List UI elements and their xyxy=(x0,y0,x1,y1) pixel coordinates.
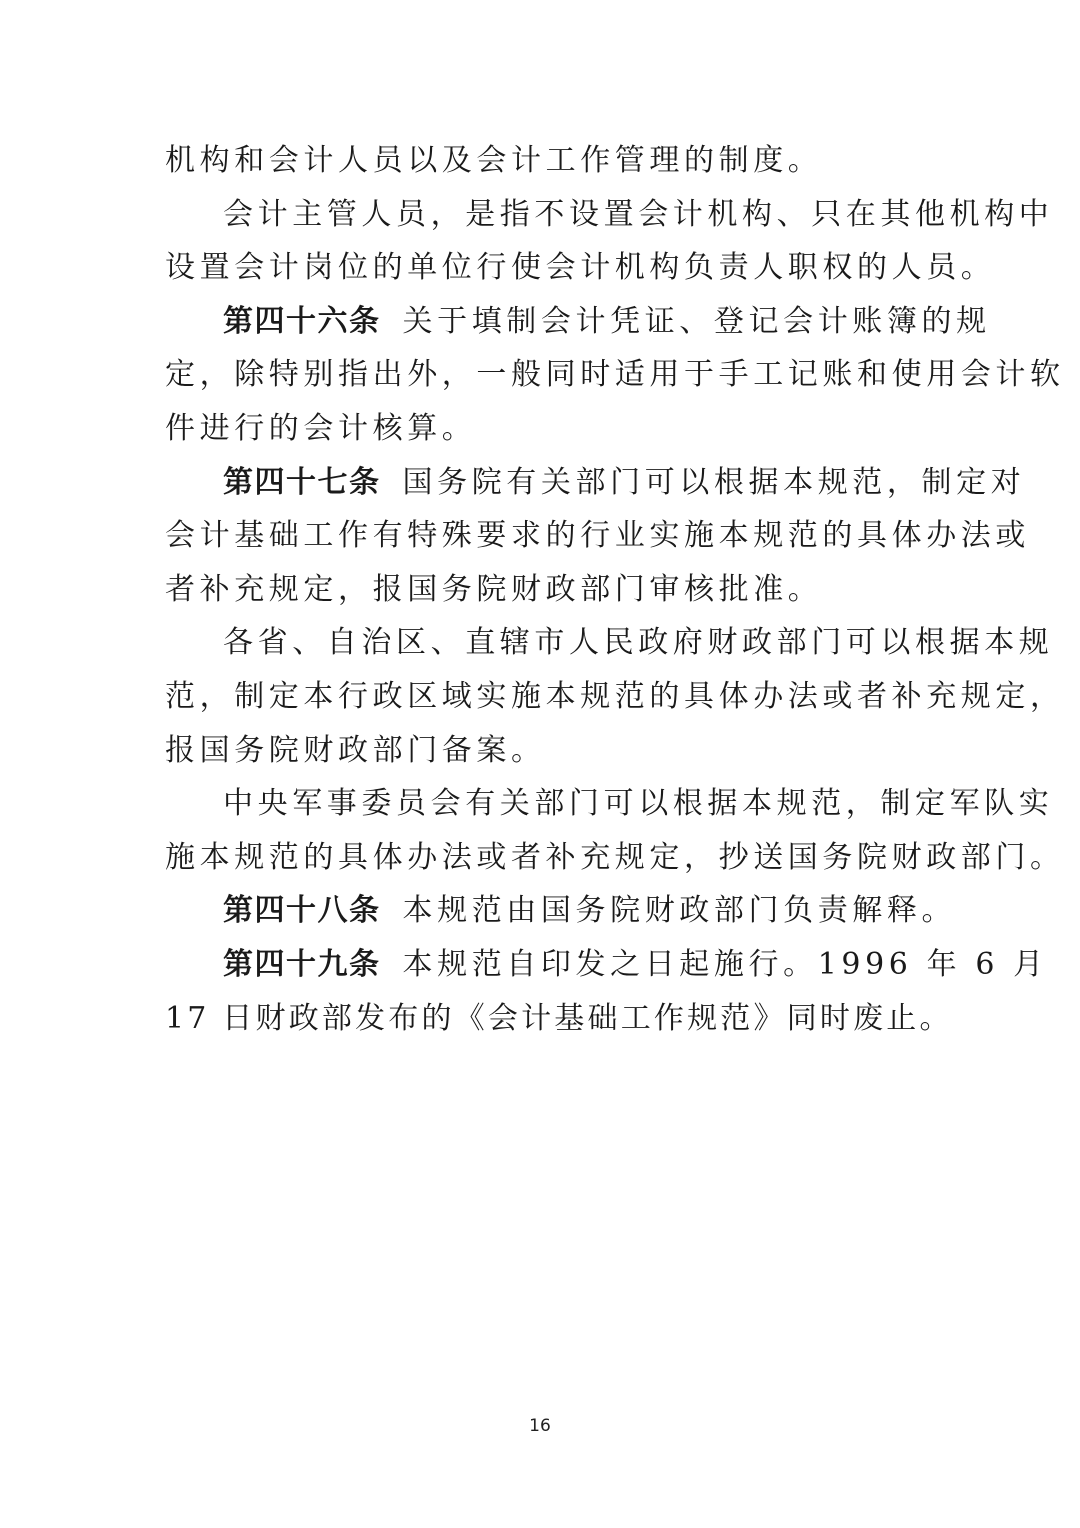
line-text: 本规范由国务院财政部门负责解释。 xyxy=(402,893,957,929)
text-line xyxy=(165,509,1030,563)
text-line xyxy=(165,241,996,295)
text-line xyxy=(165,992,953,1046)
line-text: 件进行的会计核算。 xyxy=(165,410,477,446)
article-48-line xyxy=(165,884,957,938)
line-text: 者补充规定，报国务院财政部门审核批准。 xyxy=(165,571,823,607)
article-heading: 第四十六条 xyxy=(223,303,381,339)
text-line xyxy=(165,563,917,617)
text-line xyxy=(165,134,917,188)
page-number: 16 xyxy=(529,1416,551,1436)
line-text: 会计主管人员，是指不设置会计机构、只在其他机构中 xyxy=(223,196,1054,232)
article-47-line xyxy=(165,456,1026,510)
body-text xyxy=(165,134,1065,1045)
line-text: 中央军事委员会有关部门可以根据本规范，制定军队实 xyxy=(223,786,1054,822)
text-line xyxy=(165,348,1065,402)
line-text: 会计基础工作有特殊要求的行业实施本规范的具体办法或 xyxy=(165,518,1030,554)
text-line xyxy=(165,402,917,456)
text-line xyxy=(165,724,917,778)
line-text: 报国务院财政部门备案。 xyxy=(165,732,546,768)
article-heading: 第四十九条 xyxy=(223,946,381,982)
text-line xyxy=(165,188,1054,242)
line-text: 设置会计岗位的单位行使会计机构负责人职权的人员。 xyxy=(165,250,996,286)
text-line xyxy=(165,670,1065,724)
text-line xyxy=(165,777,1054,831)
line-text: 17 日财政部发布的《会计基础工作规范》同时废止。 xyxy=(165,1000,953,1036)
article-46-line xyxy=(165,295,991,349)
text-line xyxy=(165,831,1065,885)
line-text: 关于填制会计凭证、登记会计账簿的规 xyxy=(402,303,991,339)
line-text: 本规范自印发之日起施行。1996 年 6 月 xyxy=(402,946,1048,982)
line-text: 施本规范的具体办法或者补充规定，抄送国务院财政部门。 xyxy=(165,839,1065,875)
article-heading: 第四十七条 xyxy=(223,464,381,500)
line-text: 各省、自治区、直辖市人民政府财政部门可以根据本规 xyxy=(223,625,1054,661)
line-text: 范，制定本行政区域实施本规范的具体办法或者补充规定， xyxy=(165,678,1065,714)
text-line xyxy=(165,616,1054,670)
article-49-line xyxy=(165,938,1048,992)
line-text: 国务院有关部门可以根据本规范，制定对 xyxy=(402,464,1026,500)
article-heading: 第四十八条 xyxy=(223,893,381,929)
line-text: 机构和会计人员以及会计工作管理的制度。 xyxy=(165,143,823,178)
line-text: 定，除特别指出外，一般同时适用于手工记账和使用会计软 xyxy=(165,357,1065,393)
